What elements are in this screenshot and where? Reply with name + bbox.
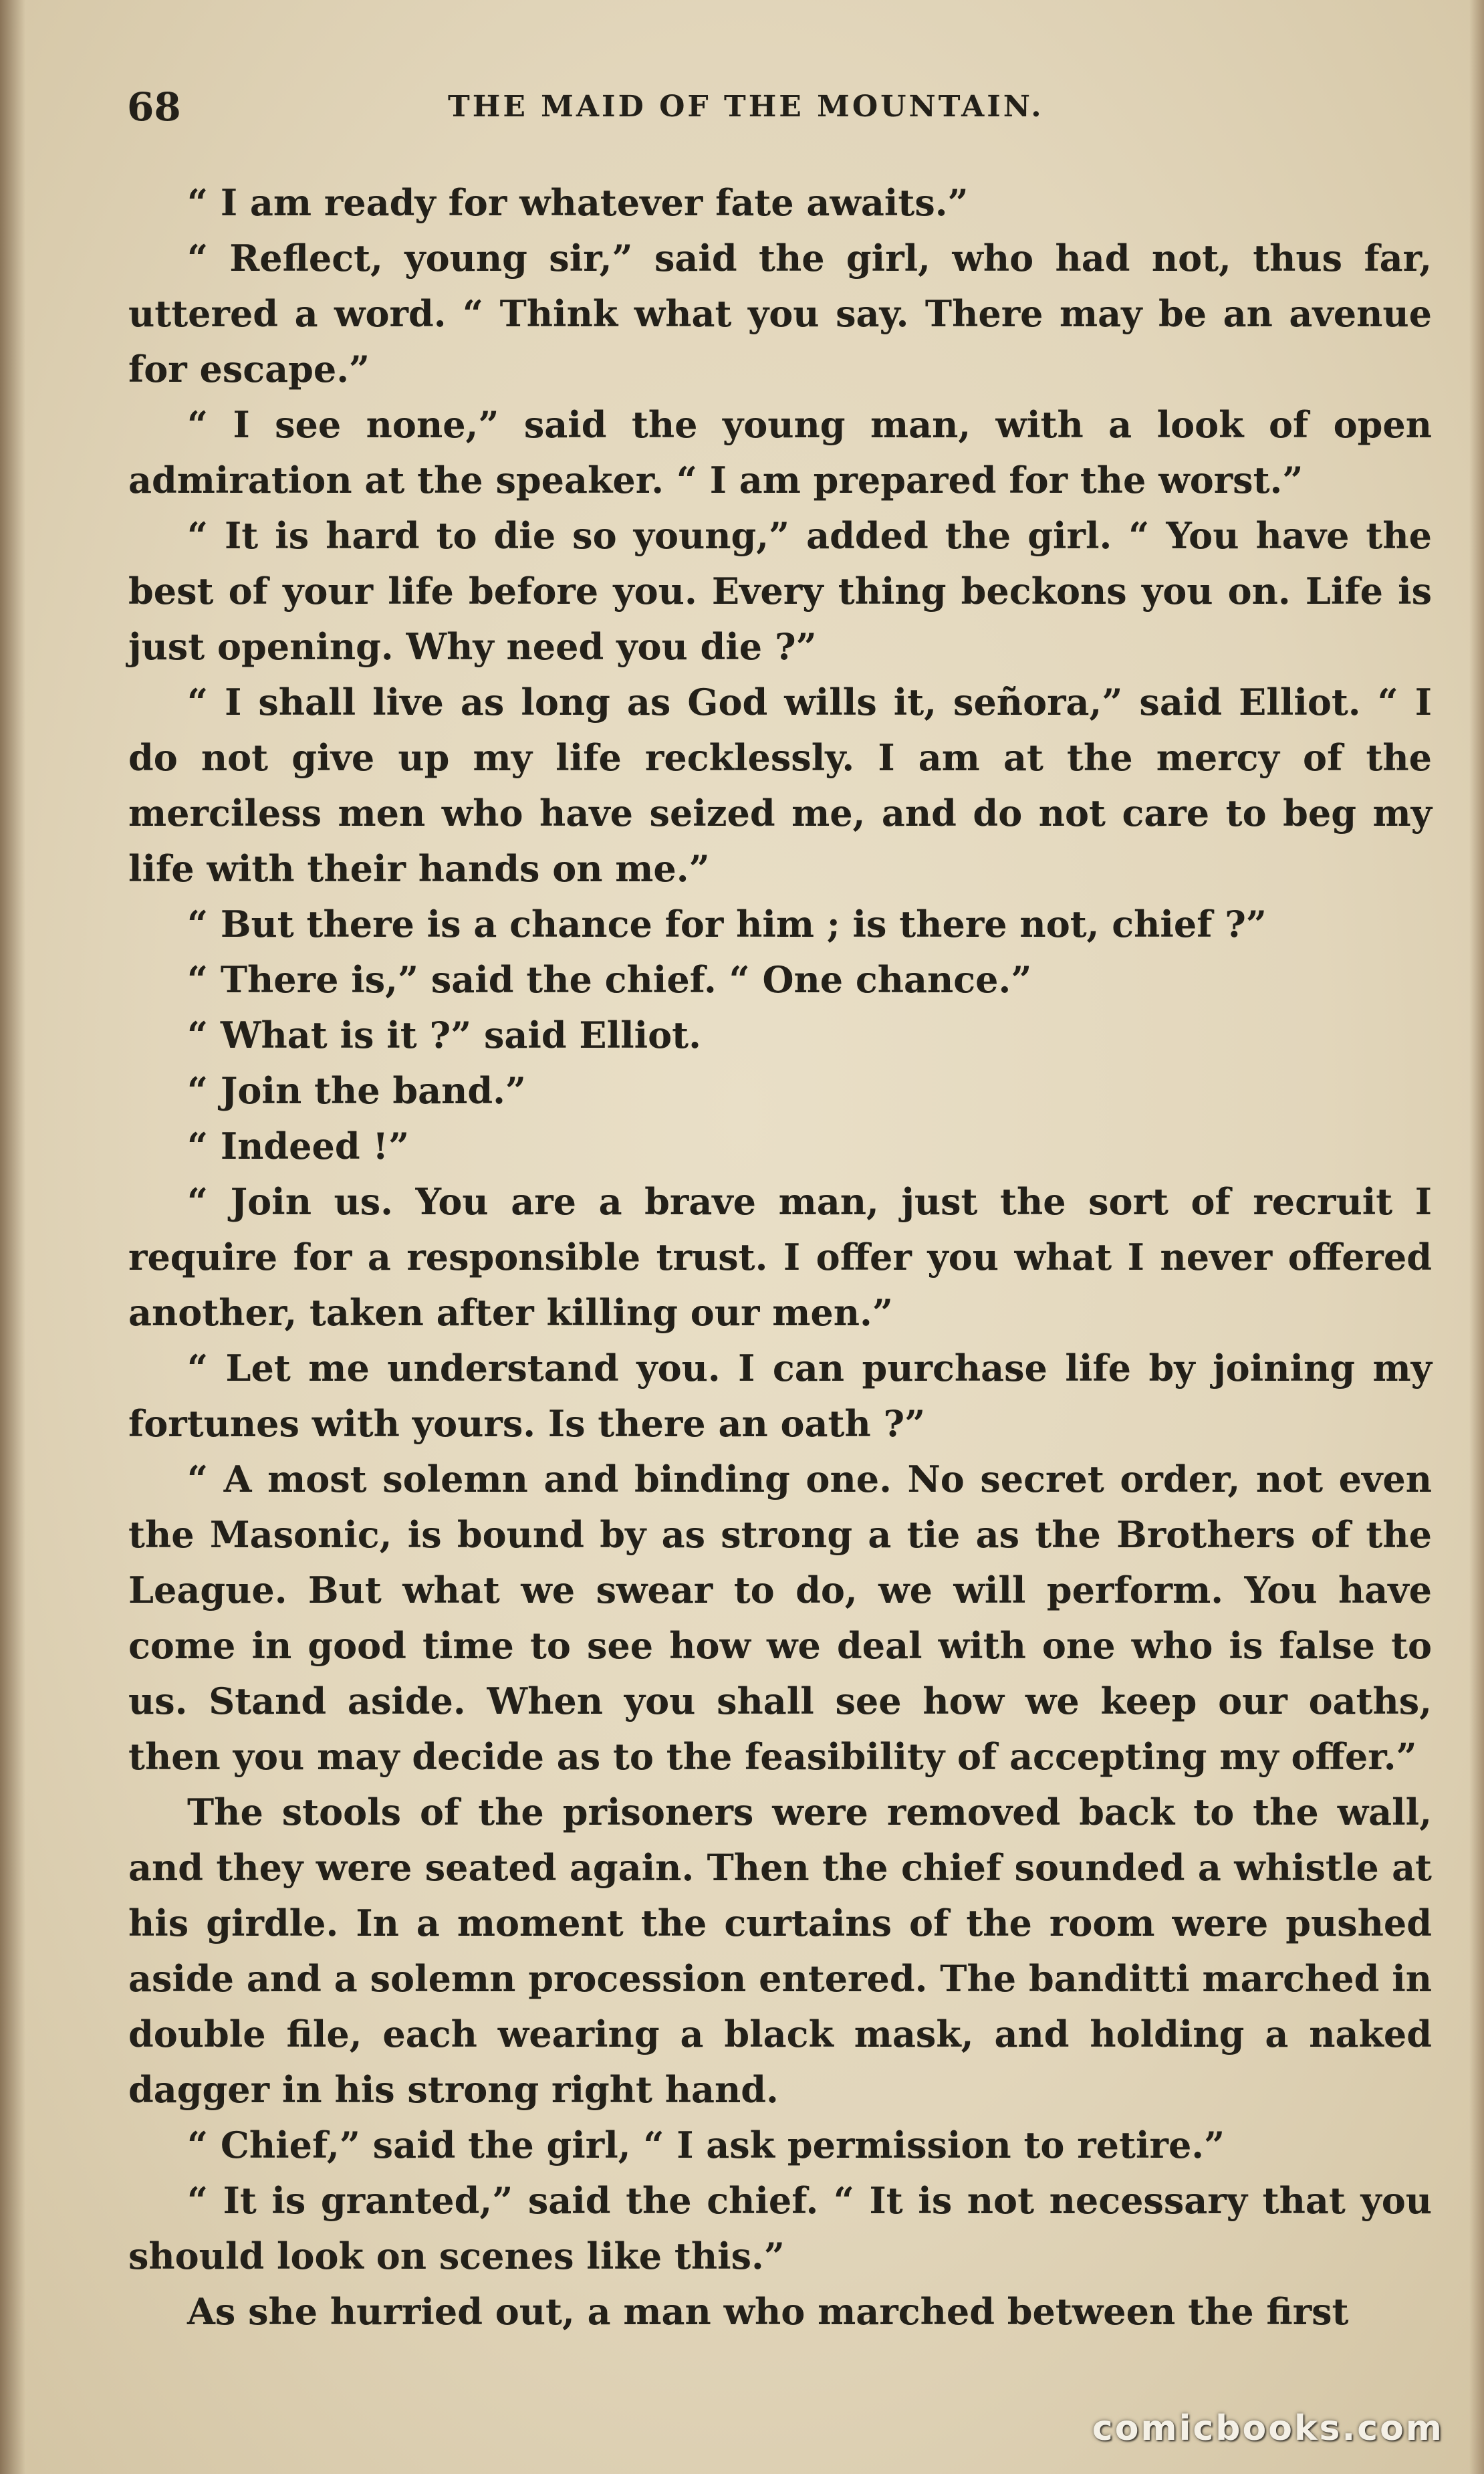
- paragraph: “ I shall live as long as God wills it, señora,” said Elliot. “ I do not give up my life recklessly. I am at the mercy of the merciless men who have seized me, and do not care to beg my life with their hands on me.”: [128, 681, 1432, 890]
- paragraph: The stools of the prisoners were removed back to the wall, and they were seated again. Then the chief sounded a whistle at his girdle. In a moment the curtains of the room were pushed aside and a solemn procession entered. The banditti marched in double file, each wearing a black mask, and holding a naked dagger in his strong right hand.: [128, 1791, 1432, 2111]
- page-shadow-left: [0, 0, 25, 2474]
- paragraph: “ Join the band.”: [187, 1069, 526, 1112]
- page-shadow-right: [1469, 0, 1484, 2474]
- paragraph: “ Let me understand you. I can purchase life by joining my fortunes with yours. Is there an oath ?”: [128, 1347, 1432, 1445]
- paragraph: “ I am ready for whatever fate awaits.”: [187, 181, 969, 224]
- paragraph: “ Reflect, young sir,” said the girl, who had not, thus far, uttered a word. “ Think what you say. There may be an avenue for escape.”: [128, 237, 1432, 390]
- page-number: 68: [127, 84, 181, 130]
- paragraph: “ It is hard to die so young,” added the girl. “ You have the best of your life before you. Every thing beckons you on. Life is just opening. Why need you die ?”: [128, 514, 1432, 668]
- paragraph: As she hurried out, a man who marched between the first: [187, 2290, 1349, 2333]
- paragraph: “ It is granted,” said the chief. “ It is not necessary that you should look on scenes like this.”: [128, 2179, 1432, 2277]
- watermark: comicbooks.com: [1092, 2408, 1444, 2449]
- paragraph: “ Indeed !”: [187, 1125, 410, 1167]
- paragraph: “ I see none,” said the young man, with a look of open admiration at the speaker. “ I am prepared for the worst.”: [128, 403, 1432, 501]
- paragraph: “ Chief,” said the girl, “ I ask permission to retire.”: [187, 2124, 1225, 2166]
- body-text: [128, 175, 1432, 2340]
- paragraph: “ A most solemn and binding one. No secret order, not even the Masonic, is bound by as strong a tie as the Brothers of the League. But what we swear to do, we will perform. You have come in good time to see how we deal with one who is false to us. Stand aside. When you shall see how we keep our oaths, then you may decide as to the feasibility of accepting my offer.”: [128, 1458, 1432, 1778]
- running-head: THE MAID OF THE MOUNTAIN.: [448, 90, 1044, 124]
- paragraph: “ Join us. You are a brave man, just the sort of recruit I require for a responsible trust. I offer you what I never offered another, taken after killing our men.”: [128, 1180, 1432, 1334]
- paragraph: “ There is,” said the chief. “ One chance.”: [187, 958, 1032, 1001]
- paragraph: “ What is it ?” said Elliot.: [187, 1014, 701, 1056]
- paragraph: “ But there is a chance for him ; is there not, chief ?”: [187, 903, 1267, 945]
- page-header: [127, 77, 1431, 137]
